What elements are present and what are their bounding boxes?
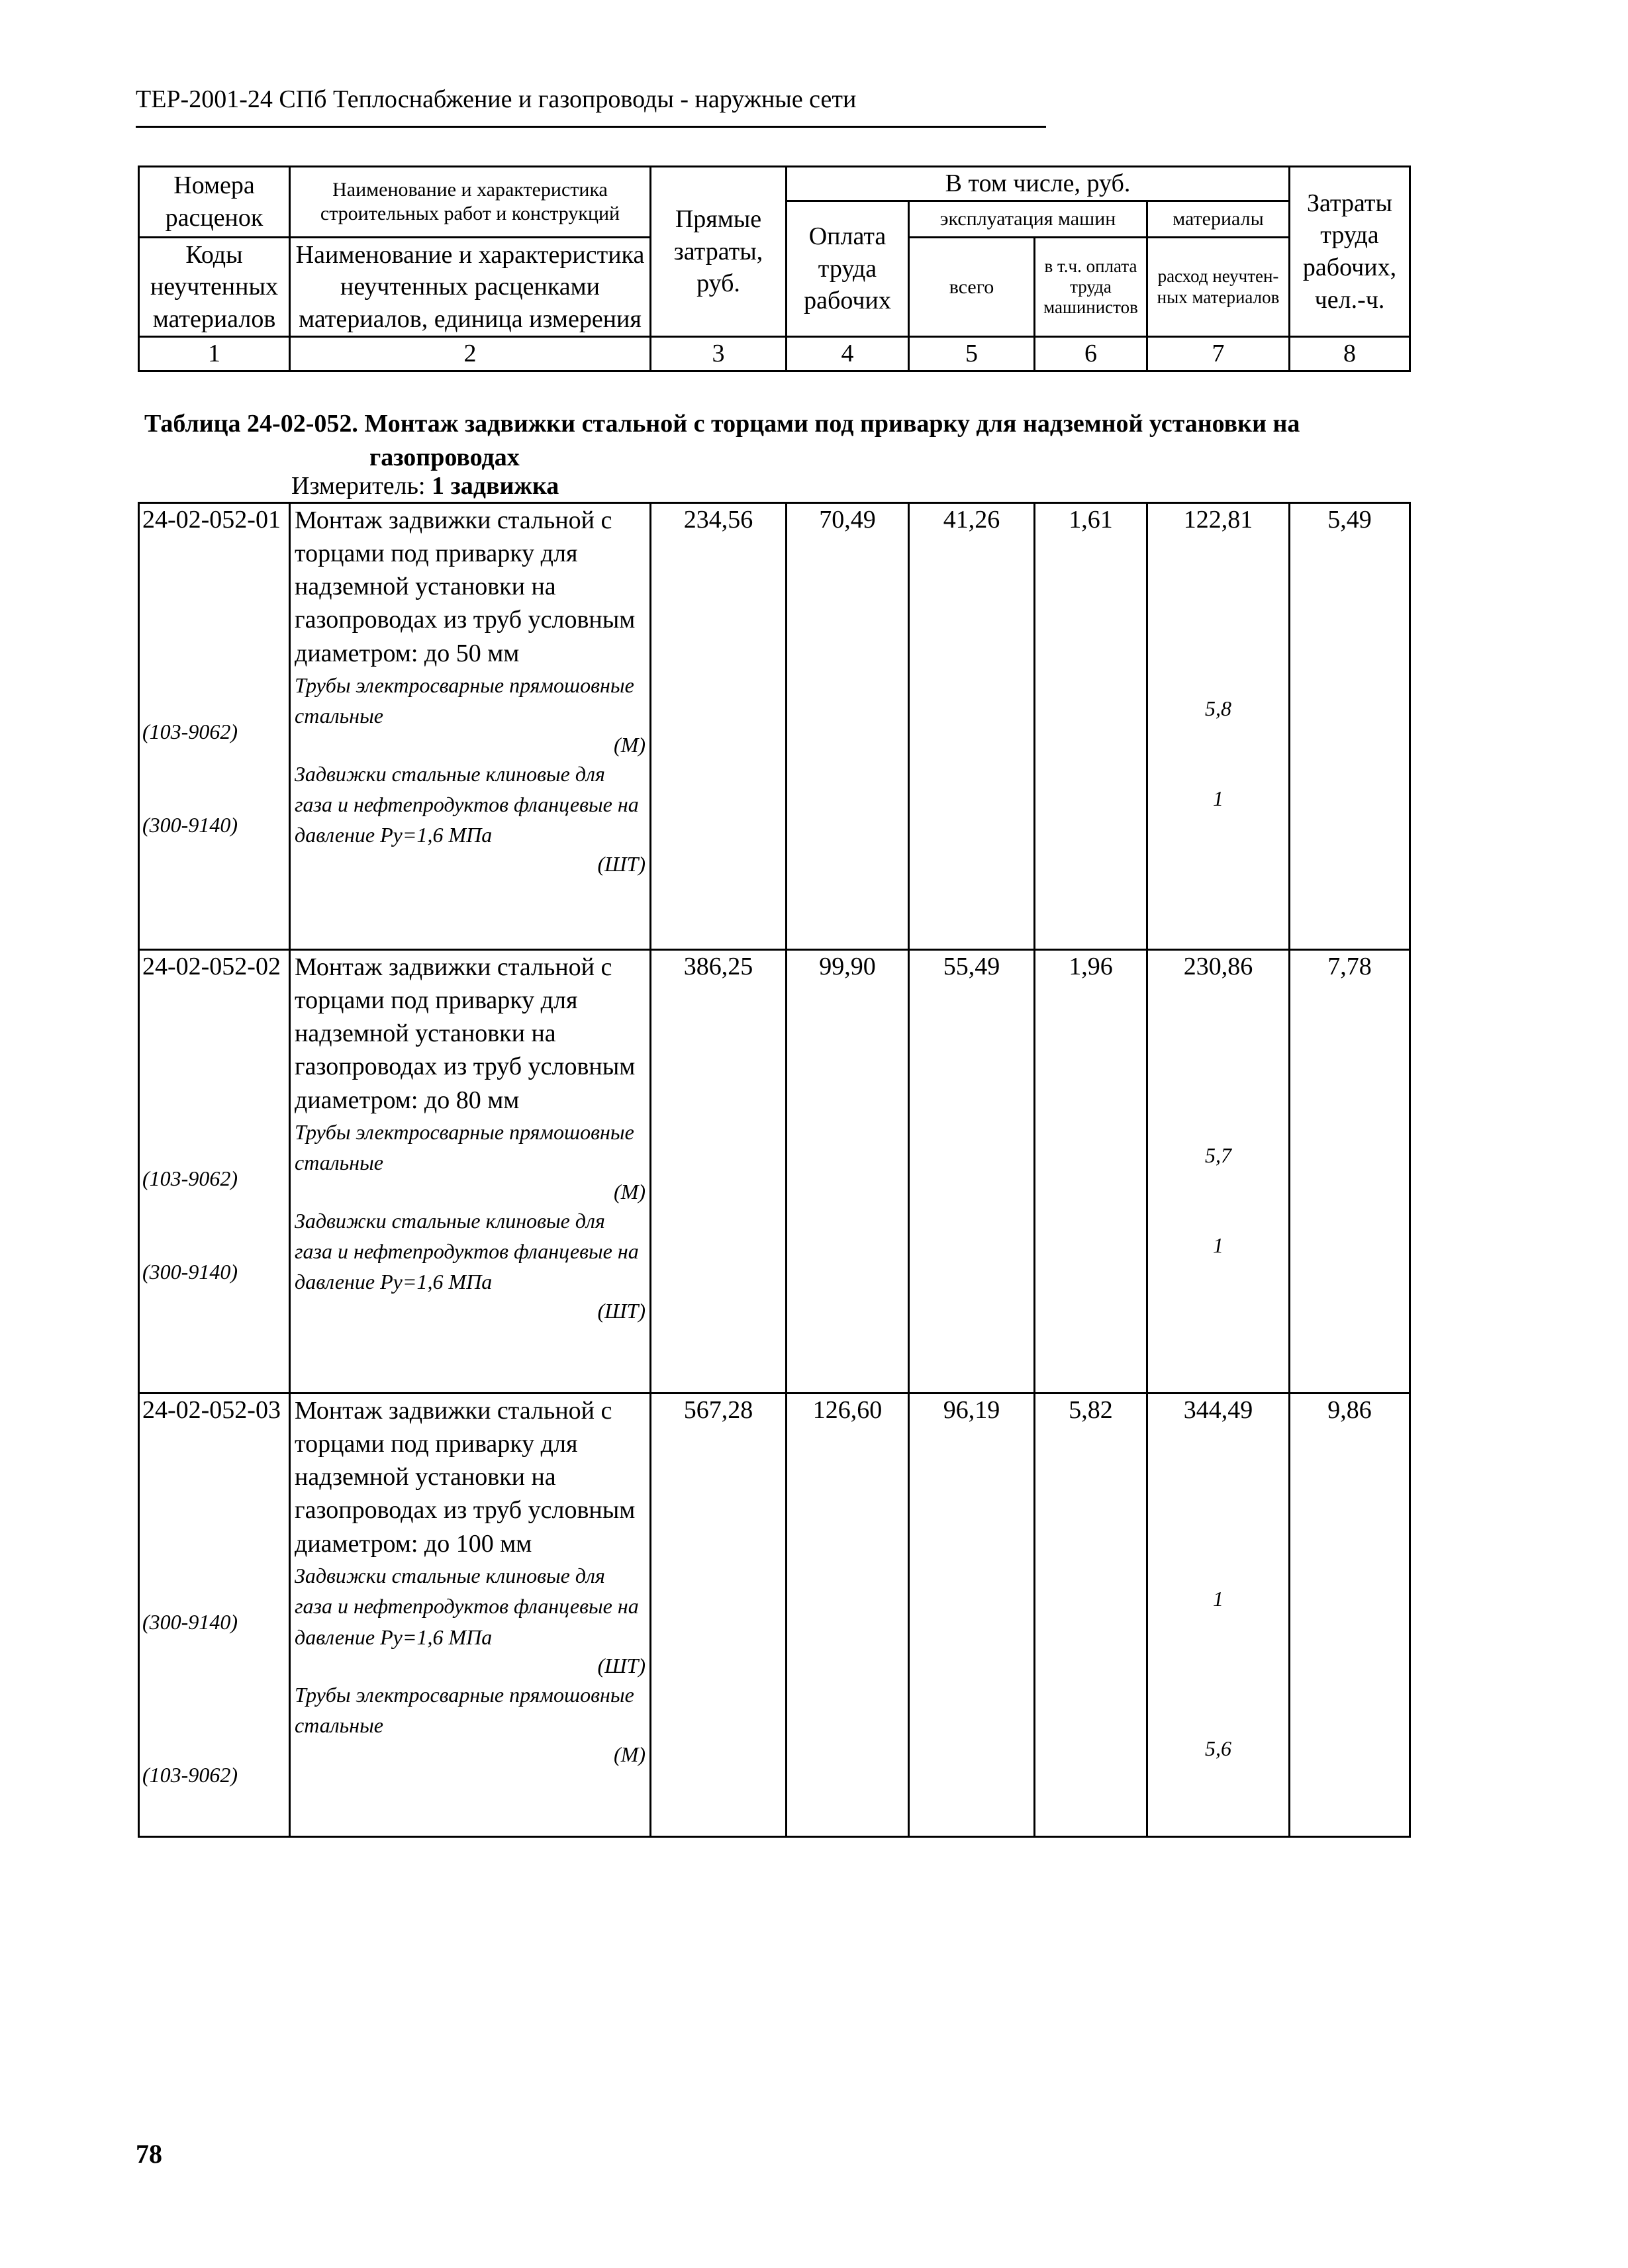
material-name: Трубы электросварные прямошовные стальные (295, 1682, 634, 1738)
material-unit: (М) (614, 1179, 646, 1204)
header-col2-bottom: Наименование и характеристика неучтенных расценками материалов, единица измерения (290, 238, 651, 337)
machines-total: 55,49 (909, 950, 1035, 1394)
table-row (139, 950, 1410, 1394)
material-qty: 5,6 (1205, 1736, 1231, 1760)
labor-hours: 7,78 (1290, 950, 1410, 1394)
header-col2-top: Наименование и характеристика строительных работ и конструкций (290, 167, 651, 238)
material-unit: (М) (614, 732, 646, 757)
material-qty: 1 (1213, 786, 1223, 810)
page-header-title: ТЕР-2001-24 СПб Теплоснабжение и газопроводы - наружные сети (136, 85, 857, 113)
header-col7: расход неучтен-ных материалов (1147, 238, 1290, 337)
table-row (139, 1394, 1410, 1837)
header-col1-top: Номера расценок (139, 167, 290, 238)
header-number-1: 1 (139, 337, 290, 371)
meter-label: Измеритель: (291, 472, 426, 500)
material-name: Трубы электросварные прямошовные стальные (295, 1119, 634, 1175)
material-code: (103-9062) (142, 1762, 238, 1787)
page-number: 78 (136, 2139, 162, 2169)
table-row (139, 503, 1410, 950)
material-qty: 1 (1213, 1586, 1223, 1611)
labor-cost: 70,49 (787, 503, 909, 950)
material-qty: 1 (1213, 1233, 1223, 1257)
material-qty: 5,8 (1205, 696, 1231, 720)
header-group-incl: В том числе, руб. (787, 167, 1290, 201)
header-materials: материалы (1147, 201, 1290, 238)
labor-hours: 9,86 (1290, 1394, 1410, 1837)
rate-code: 24-02-052-01 (142, 506, 281, 534)
material-code: (103-9062) (142, 1166, 238, 1190)
header-number-8: 8 (1290, 337, 1410, 371)
material-code: (300-9140) (142, 812, 238, 837)
table-caption (144, 407, 1402, 475)
material-qty: 5,7 (1205, 1143, 1231, 1167)
materials-cost: 230,86 (1183, 953, 1253, 980)
material-code: (300-9140) (142, 1609, 238, 1634)
header-col3: Прямые затраты, руб. (651, 167, 787, 337)
material-name: Трубы электросварные прямошовные стальные (295, 673, 634, 728)
header-col6: в т.ч. оплата труда машинистов (1035, 238, 1147, 337)
direct-cost: 567,28 (651, 1394, 787, 1837)
rates-table (138, 502, 1411, 1838)
header-number-6: 6 (1035, 337, 1147, 371)
header-number-7: 7 (1147, 337, 1290, 371)
material-unit: (ШТ) (597, 1298, 646, 1323)
header-number-2: 2 (290, 337, 651, 371)
header-number-5: 5 (909, 337, 1035, 371)
header-divider (136, 126, 1046, 128)
material-code: (300-9140) (142, 1259, 238, 1284)
material-unit: (ШТ) (597, 1653, 646, 1677)
header-machines: эксплуатация машин (909, 201, 1147, 238)
materials-cost: 122,81 (1183, 506, 1253, 534)
labor-hours: 5,49 (1290, 503, 1410, 950)
rate-code: 24-02-052-02 (142, 953, 281, 980)
machinists-pay: 1,96 (1035, 950, 1147, 1394)
material-name: Задвижки стальные клиновые для газа и нефтепродуктов фланцевые на давление Ру=1,6 МПа (295, 761, 639, 847)
labor-cost: 126,60 (787, 1394, 909, 1837)
machines-total: 41,26 (909, 503, 1035, 950)
table-caption-line1: Таблица 24-02-052. Монтаж задвижки стальной с торцами под приварку для надземной установки на (144, 410, 1300, 438)
header-col1-bottom: Коды неучтенных материалов (139, 238, 290, 337)
rate-name: Монтаж задвижки стальной с торцами под приварку для надземной установки на газопроводах из труб условным диаметром: до 50 мм (295, 506, 636, 667)
header-col8: Затраты труда рабочих, чел.-ч. (1290, 167, 1410, 337)
materials-cost: 344,49 (1183, 1396, 1253, 1424)
header-number-3: 3 (651, 337, 787, 371)
rate-code: 24-02-052-03 (142, 1396, 281, 1424)
material-code: (103-9062) (142, 719, 238, 743)
direct-cost: 234,56 (651, 503, 787, 950)
material-name: Задвижки стальные клиновые для газа и нефтепродуктов фланцевые на давление Ру=1,6 МПа (295, 1208, 639, 1294)
rate-name: Монтаж задвижки стальной с торцами под приварку для надземной установки на газопроводах из труб условным диаметром: до 80 мм (295, 953, 636, 1114)
material-unit: (ШТ) (597, 851, 646, 876)
column-header-table (138, 165, 1411, 372)
header-col4: Оплата труда рабочих (787, 201, 909, 337)
rate-name: Монтаж задвижки стальной с торцами под приварку для надземной установки на газопроводах из труб условным диаметром: до 100 мм (295, 1397, 636, 1558)
header-col5: всего (909, 238, 1035, 337)
meter-line (291, 471, 559, 500)
machinists-pay: 1,61 (1035, 503, 1147, 950)
machinists-pay: 5,82 (1035, 1394, 1147, 1837)
table-caption-line2: газопроводах (369, 444, 520, 472)
meter-value: 1 задвижка (432, 472, 559, 500)
direct-cost: 386,25 (651, 950, 787, 1394)
material-name: Задвижки стальные клиновые для газа и нефтепродуктов фланцевые на давление Ру=1,6 МПа (295, 1563, 639, 1649)
material-unit: (М) (614, 1742, 646, 1766)
header-number-4: 4 (787, 337, 909, 371)
machines-total: 96,19 (909, 1394, 1035, 1837)
labor-cost: 99,90 (787, 950, 909, 1394)
